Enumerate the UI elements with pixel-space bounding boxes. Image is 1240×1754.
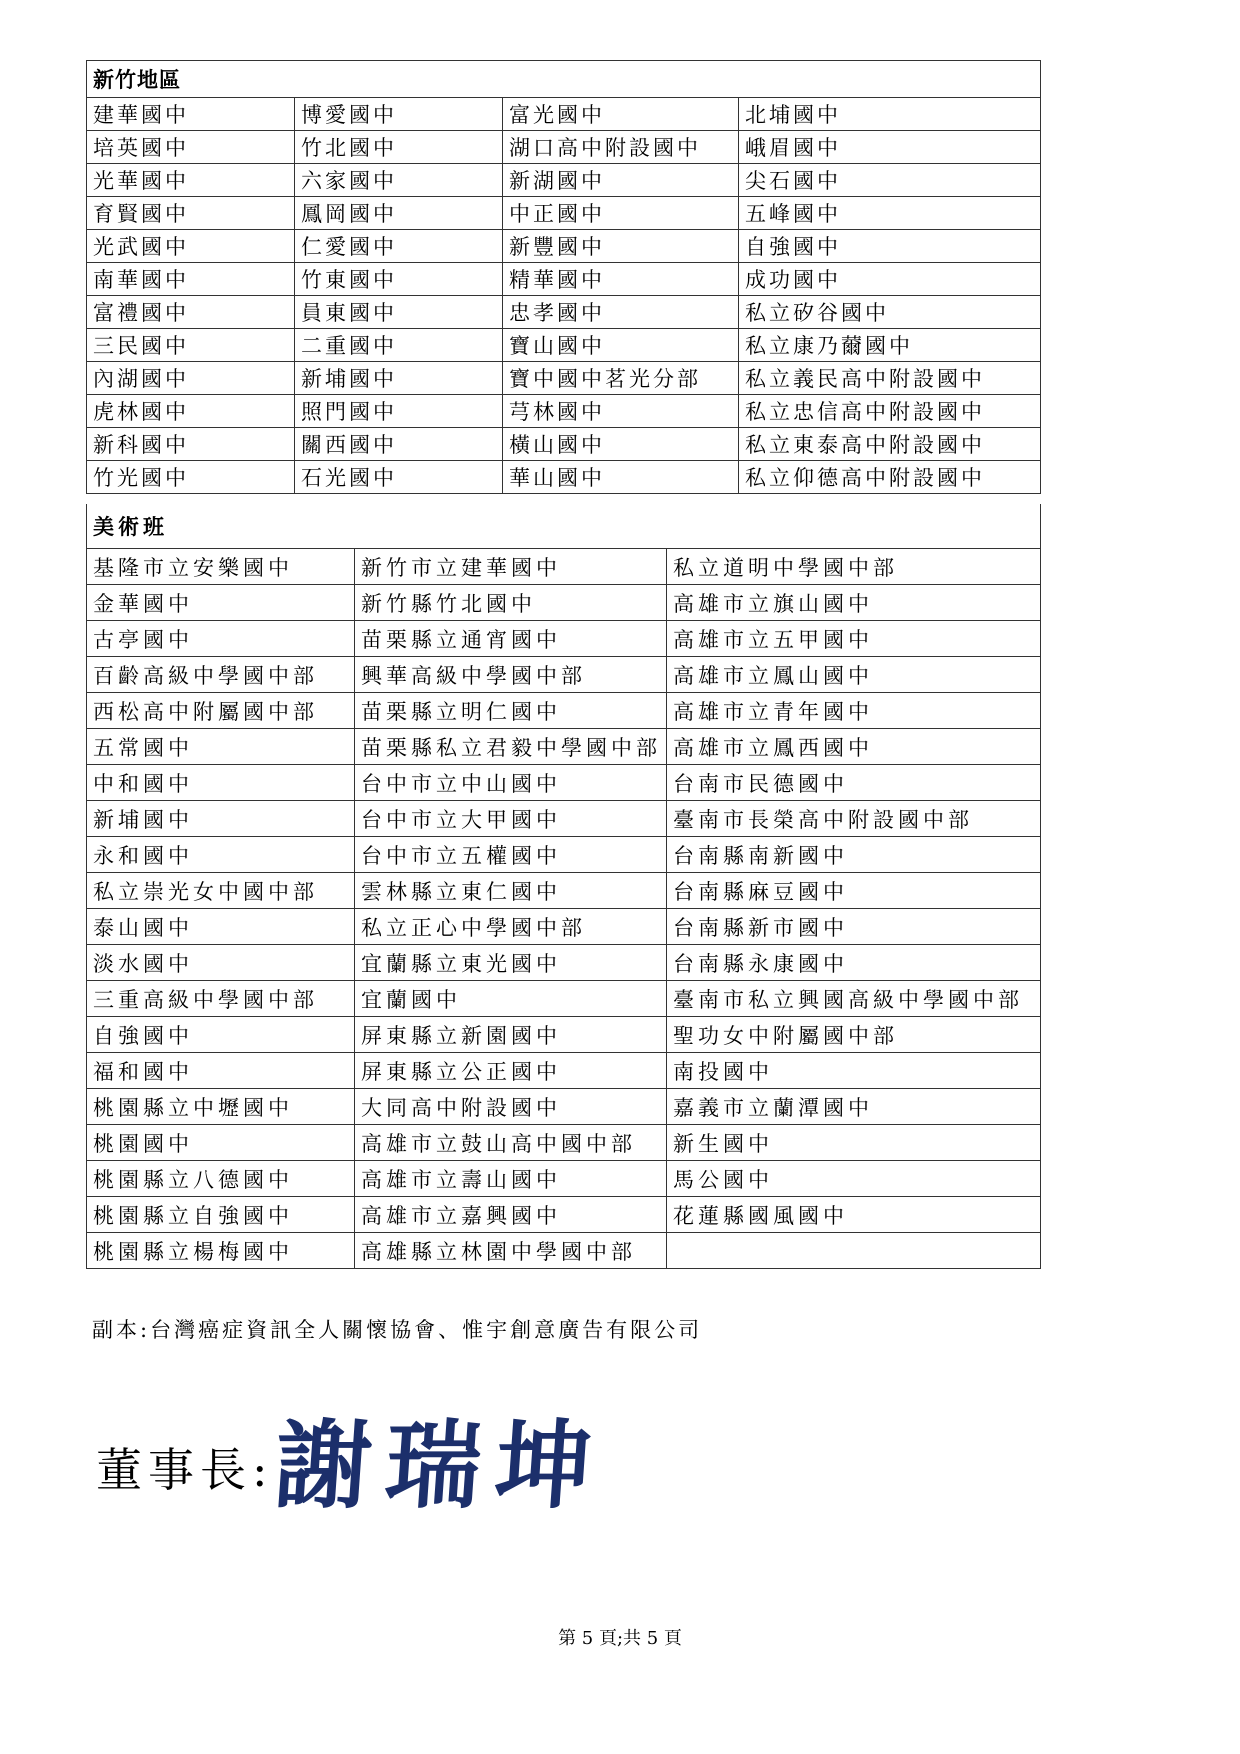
school-cell: 嘉義市立蘭潭國中 <box>667 1089 1041 1125</box>
school-cell: 忠孝國中 <box>503 296 739 329</box>
school-cell: 西松高中附屬國中部 <box>87 693 355 729</box>
school-cell: 自強國中 <box>739 230 1041 263</box>
table-row <box>87 362 1041 395</box>
table-row <box>87 765 1041 801</box>
table-row <box>87 981 1041 1017</box>
school-cell: 石光國中 <box>295 461 503 494</box>
table-row <box>87 873 1041 909</box>
table-row <box>87 164 1041 197</box>
school-cell: 屏東縣立新園國中 <box>355 1017 667 1053</box>
school-cell: 六家國中 <box>295 164 503 197</box>
school-cell: 中正國中 <box>503 197 739 230</box>
table-row <box>87 1233 1041 1269</box>
school-cell: 百齡高級中學國中部 <box>87 657 355 693</box>
table-row <box>87 909 1041 945</box>
school-cell: 台南縣新市國中 <box>667 909 1041 945</box>
table-row <box>87 263 1041 296</box>
table-row <box>87 585 1041 621</box>
school-cell: 照門國中 <box>295 395 503 428</box>
hsinchu-schools-table <box>86 60 1041 494</box>
school-cell: 新豐國中 <box>503 230 739 263</box>
table-row <box>87 1053 1041 1089</box>
chairman-signature: 謝瑞坤 <box>271 1410 610 1522</box>
table-row <box>87 621 1041 657</box>
table-row <box>87 657 1041 693</box>
school-cell: 華山國中 <box>503 461 739 494</box>
school-cell: 金華國中 <box>87 585 355 621</box>
school-cell: 馬公國中 <box>667 1161 1041 1197</box>
school-cell: 五常國中 <box>87 729 355 765</box>
table-row <box>87 428 1041 461</box>
school-cell: 臺南市私立興國高級中學國中部 <box>667 981 1041 1017</box>
school-cell: 淡水國中 <box>87 945 355 981</box>
school-cell: 自強國中 <box>87 1017 355 1053</box>
school-cell: 三民國中 <box>87 329 295 362</box>
school-cell: 精華國中 <box>503 263 739 296</box>
school-cell: 桃園縣立中壢國中 <box>87 1089 355 1125</box>
table-row <box>87 549 1041 585</box>
school-cell: 台中市立五權國中 <box>355 837 667 873</box>
school-cell: 博愛國中 <box>295 98 503 131</box>
school-cell: 私立矽谷國中 <box>739 296 1041 329</box>
school-cell: 新湖國中 <box>503 164 739 197</box>
chairman-label: 董事長: <box>96 1443 274 1497</box>
school-cell: 苗栗縣立明仁國中 <box>355 693 667 729</box>
school-cell: 建華國中 <box>87 98 295 131</box>
school-cell: 高雄市立鳳山國中 <box>667 657 1041 693</box>
school-cell: 新埔國中 <box>295 362 503 395</box>
school-cell: 光武國中 <box>87 230 295 263</box>
school-cell: 虎林國中 <box>87 395 295 428</box>
school-cell: 高雄市立五甲國中 <box>667 621 1041 657</box>
school-cell: 南投國中 <box>667 1053 1041 1089</box>
school-cell: 南華國中 <box>87 263 295 296</box>
table-row <box>87 197 1041 230</box>
school-cell: 台南市民德國中 <box>667 765 1041 801</box>
school-cell: 私立仰德高中附設國中 <box>739 461 1041 494</box>
school-cell: 私立道明中學國中部 <box>667 549 1041 585</box>
table-row <box>87 230 1041 263</box>
table-row <box>87 1125 1041 1161</box>
school-cell: 新科國中 <box>87 428 295 461</box>
school-cell: 富光國中 <box>503 98 739 131</box>
school-cell: 峨眉國中 <box>739 131 1041 164</box>
school-cell: 高雄市立壽山國中 <box>355 1161 667 1197</box>
table-row <box>87 98 1041 131</box>
school-cell: 台中市立大甲國中 <box>355 801 667 837</box>
table-row <box>87 801 1041 837</box>
school-cell: 光華國中 <box>87 164 295 197</box>
school-cell: 大同高中附設國中 <box>355 1089 667 1125</box>
school-cell: 新埔國中 <box>87 801 355 837</box>
table-row <box>87 1017 1041 1053</box>
school-cell: 高雄市立嘉興國中 <box>355 1197 667 1233</box>
school-cell: 鳳岡國中 <box>295 197 503 230</box>
school-cell: 竹東國中 <box>295 263 503 296</box>
school-cell: 桃園縣立楊梅國中 <box>87 1233 355 1269</box>
school-cell: 私立東泰高中附設國中 <box>739 428 1041 461</box>
school-cell: 苗栗縣私立君毅中學國中部 <box>355 729 667 765</box>
school-cell: 新竹縣竹北國中 <box>355 585 667 621</box>
school-cell <box>667 1233 1041 1269</box>
art-class-section-title: 美術班 <box>87 504 1041 549</box>
school-cell: 高雄市立旗山國中 <box>667 585 1041 621</box>
table-row <box>87 395 1041 428</box>
school-cell: 台中市立中山國中 <box>355 765 667 801</box>
school-cell: 聖功女中附屬國中部 <box>667 1017 1041 1053</box>
table-row <box>87 1161 1041 1197</box>
school-cell: 苗栗縣立通宵國中 <box>355 621 667 657</box>
school-cell: 福和國中 <box>87 1053 355 1089</box>
school-cell: 中和國中 <box>87 765 355 801</box>
table-row <box>87 131 1041 164</box>
school-cell: 關西國中 <box>295 428 503 461</box>
school-cell: 成功國中 <box>739 263 1041 296</box>
school-cell: 高雄市立鼓山高中國中部 <box>355 1125 667 1161</box>
school-cell: 宜蘭縣立東光國中 <box>355 945 667 981</box>
school-cell: 尖石國中 <box>739 164 1041 197</box>
school-cell: 高雄市立青年國中 <box>667 693 1041 729</box>
school-cell: 湖口高中附設國中 <box>503 131 739 164</box>
school-cell: 台南縣麻豆國中 <box>667 873 1041 909</box>
cc-recipients: 副本:台灣癌症資訊全人關懷協會、惟宇創意廣告有限公司 <box>92 1318 703 1342</box>
table-row <box>87 1089 1041 1125</box>
school-cell: 北埔國中 <box>739 98 1041 131</box>
school-cell: 泰山國中 <box>87 909 355 945</box>
school-cell: 竹光國中 <box>87 461 295 494</box>
school-cell: 育賢國中 <box>87 197 295 230</box>
school-cell: 仁愛國中 <box>295 230 503 263</box>
table-row <box>87 945 1041 981</box>
school-cell: 私立正心中學國中部 <box>355 909 667 945</box>
school-cell: 富禮國中 <box>87 296 295 329</box>
school-cell: 三重高級中學國中部 <box>87 981 355 1017</box>
school-cell: 高雄縣立林園中學國中部 <box>355 1233 667 1269</box>
hsinchu-section-title: 新竹地區 <box>87 61 1041 98</box>
school-cell: 私立康乃薾國中 <box>739 329 1041 362</box>
school-cell: 寶中國中茗光分部 <box>503 362 739 395</box>
school-cell: 竹北國中 <box>295 131 503 164</box>
school-cell: 桃園縣立自強國中 <box>87 1197 355 1233</box>
school-cell: 橫山國中 <box>503 428 739 461</box>
school-cell: 台南縣永康國中 <box>667 945 1041 981</box>
school-cell: 基隆市立安樂國中 <box>87 549 355 585</box>
school-cell: 興華高級中學國中部 <box>355 657 667 693</box>
school-cell: 古亭國中 <box>87 621 355 657</box>
school-cell: 桃園縣立八德國中 <box>87 1161 355 1197</box>
school-cell: 二重國中 <box>295 329 503 362</box>
page-footer: 第 5 頁;共 5 頁 <box>558 1628 682 1649</box>
school-cell: 花蓮縣國風國中 <box>667 1197 1041 1233</box>
school-cell: 私立忠信高中附設國中 <box>739 395 1041 428</box>
school-cell: 內湖國中 <box>87 362 295 395</box>
school-cell: 永和國中 <box>87 837 355 873</box>
school-cell: 高雄市立鳳西國中 <box>667 729 1041 765</box>
table-row <box>87 329 1041 362</box>
school-cell: 雲林縣立東仁國中 <box>355 873 667 909</box>
school-cell: 芎林國中 <box>503 395 739 428</box>
school-cell: 員東國中 <box>295 296 503 329</box>
school-cell: 臺南市長榮高中附設國中部 <box>667 801 1041 837</box>
table-row <box>87 693 1041 729</box>
school-cell: 宜蘭國中 <box>355 981 667 1017</box>
table-row <box>87 837 1041 873</box>
school-cell: 新竹市立建華國中 <box>355 549 667 585</box>
school-cell: 私立崇光女中國中部 <box>87 873 355 909</box>
school-cell: 桃園國中 <box>87 1125 355 1161</box>
school-cell: 台南縣南新國中 <box>667 837 1041 873</box>
school-cell: 寶山國中 <box>503 329 739 362</box>
school-cell: 私立義民高中附設國中 <box>739 362 1041 395</box>
art-class-schools-table <box>86 504 1041 1269</box>
table-row <box>87 729 1041 765</box>
school-cell: 培英國中 <box>87 131 295 164</box>
table-row <box>87 1197 1041 1233</box>
table-row <box>87 461 1041 494</box>
table-row <box>87 296 1041 329</box>
school-cell: 屏東縣立公正國中 <box>355 1053 667 1089</box>
school-cell: 新生國中 <box>667 1125 1041 1161</box>
school-cell: 五峰國中 <box>739 197 1041 230</box>
